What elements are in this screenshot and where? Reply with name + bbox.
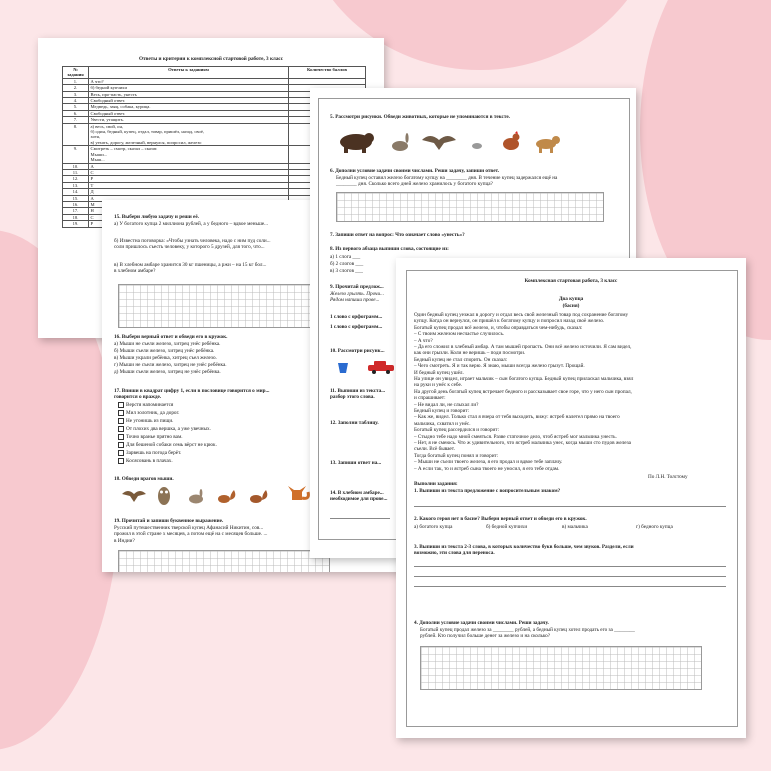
answer-number: 8. [63,123,89,146]
task3-answer-line-3[interactable] [414,586,726,587]
answer-number: 5. [63,104,89,110]
task17-item-text: Зарвешь на погода берёт. [126,450,182,457]
story-line: – Как же, видел. Только стал я вчера от тебя выходить, вижу: ястреб налетел прямо на твоего [414,414,620,421]
task13-title: 13. Запиши ответ на... [330,460,382,466]
story-line: – А что? [414,337,433,344]
story-line: Богатый купец продал всё железо, и, чтобы оправдаться чем-нибудь, сказал: [414,324,583,331]
answer-number: 12. [63,176,89,182]
task2-title: 2. Какого героя нет в басне? Выбери верный ответ и обведи его в кружок. [414,516,587,522]
task11-title: 11. Выпиши из текста... разбор этого слова. [330,388,386,401]
task6-title: 6. Дополни условие задачи своими числами. Реши задачу, запиши ответ. [330,168,499,174]
story-line: съели. Всё бывает. [414,446,455,453]
task9-line-2: 1 слово с орфограмм... [330,324,383,330]
answers-header-row [63,67,366,79]
story-line: Бедный купец не стал спорить. Он сказал: [414,356,508,363]
answer-number: 3. [63,91,89,97]
task18-title: 18. Обведи врагов мыши. [114,476,174,482]
answer-number: 4. [63,98,89,104]
story-line: – Нет, я не смеюсь. Что ж удивительного, что ястреб мальчика унес, когда мыши сто пудов железа [414,440,631,446]
task8-item-2: б) 2 слогов ___ [330,261,364,267]
story-line: Бедный купец и говорит: [414,408,470,414]
task8-item-3: в) 3 слогов ___ [330,268,363,274]
header-points: Количество баллов [289,67,366,79]
task2-option-a[interactable]: а) богатого купца [414,524,453,530]
bucket-icon[interactable] [336,360,350,374]
answer-number: 19. [63,221,89,227]
answer-text: б) бедной купчихи [89,85,289,91]
task4-title: 4. Дополни условие задачи своими числами. Реши задачу. [414,620,549,626]
answer-text: С [89,169,289,175]
answer-text: Свободный ответ. [89,98,289,104]
task16-option[interactable]: в) Мыши украли ребёнка, хитрец съел железо. [114,355,217,361]
answer-text: Р [89,176,289,182]
answer-number: 18. [63,214,89,220]
task15-c: в) В хлебном амбаре хранится 30 кг пшеницы, а ржи – на 15 кг бол... в хлебном амбаре? [114,262,267,275]
story-line: как они грызли. Коли не веришь – поди посмотри. [414,350,526,357]
answer-text: Увести, утащить. [89,117,289,123]
owl-icon[interactable] [156,484,172,506]
task16-option[interactable]: г) Мыши не съели железо, хитрец не унёс ребёнка. [114,362,227,368]
task15-a: а) У богатого купца 2 миллиона рублей, а у бедного – вдвое меньше... [114,221,269,227]
answer-number: 6. [63,110,89,116]
task15-b: б) Известна поговорка: «Чтобы узнать человека, надо с ним пуд соли... соли пришлось съесть человеку, у которого 5 друзей, для того, что... [114,238,271,251]
task8-title: 8. Из первого абзаца выпиши слова, состоящие из: [330,246,449,252]
story-line: Тогда богатый купец понял и говорит: [414,452,499,459]
story-line: На другой день богатый купец встречает бедного и рассказывает свое горе, что у него сын пропал, [414,388,632,395]
task16-option[interactable]: а) Мыши не съели железо, хитрец унёс ребёнка. [114,341,221,347]
story-line: На улице он увидел, играет мальчик – сын богатого купца. Бедный купец приласкал мальчика, взял [414,376,634,382]
task17-item [118,410,179,417]
task2-option-c[interactable]: в) мальчика [562,524,588,530]
answers-title: Ответы и критерии к комплексной стартовой работе, 3 класс [138,56,284,62]
task14-answer-line[interactable] [330,518,390,519]
fox-icon[interactable] [284,480,310,506]
task16-option[interactable]: д) Мыши съели железо, хитрец не унёс ребёнка. [114,369,221,375]
story-line: – А если так, то и ястреб сына твоего не уносил, я его тебе отдам. [414,465,560,472]
story-line: и спрашивает: [414,395,446,402]
task3-title: 3. Выпиши из текста 2-3 слова, в которых количество букв больше, чем звуков. Раздели, если возможно, эти слова для переноса. [414,544,634,557]
hen-icon[interactable] [500,130,522,154]
story-line: – Да его сложил в хлебный амбар. А там мышей пропасть. Они всё железо источили. Я сам видел, [414,344,632,350]
story-line: – Чего смотреть. Я и так верю. Я знаю, мыши всегда железо грызут. Прощай. [414,363,585,370]
task4-answer-grid[interactable] [420,646,702,690]
task1-title: 1. Выпиши из текста предложение с вопросительным знаком? [414,488,561,494]
dog-icon[interactable] [532,132,562,154]
car-icon[interactable] [366,360,396,374]
answer-number: 15. [63,195,89,201]
task16-option[interactable]: б) Мыши съели железо, хитрец унёс ребёнка. [114,348,215,354]
answer-text: А [89,163,289,169]
story-line: И бедный купец ушёл. [414,369,464,376]
task17-checkbox[interactable] [118,458,124,464]
answer-number: 17. [63,208,89,214]
answer-text: а) весь, свой, он, б) один, бедный, купец, отдал, товар, пришёл, назад, своё, хотя, в) уехать, дорогу, железный, вернулся, попросил, железо [89,123,289,146]
task4-text: Богатый купец продал железо за ________ рублей, а бедный купец хотел продать его за ________ рублей. Кто получил больше денег за железо и на сколько? [420,627,635,640]
task6-answer-grid[interactable] [336,192,604,222]
task17-item-text: Не угонишь из пищи. [126,418,174,425]
answer-text: М [89,201,289,207]
story-line: мальчика, схватил и унёс. [414,420,471,427]
task7-title: 7. Запиши ответ на вопрос: Что означает слово «унесть»? [330,232,465,238]
task17-item [118,426,211,433]
squirrel-2-icon[interactable] [248,488,270,504]
story-line: на руки и унёс к себе. [414,382,463,389]
task17-item-text: От плохих два вершка, а уже увечных. [126,426,211,433]
answer-text: Весь, про-пасть, унесть [89,91,289,97]
task17-checkbox[interactable] [118,434,124,440]
task17-item [118,442,217,449]
header-number: № задания [63,67,89,79]
answer-text: А [89,195,289,201]
task17-item-text: Верстя напоминается [126,402,174,409]
task6-text: Бедный купец оставил железо богатому купцу на ________ дня. В течение купец задержался ещё на ________ дня. Сколько всего дней железо хранилось у богатого купца? [336,175,558,188]
answer-number: 7. [63,117,89,123]
task17-item [118,450,181,457]
eagle-icon[interactable] [120,486,148,504]
story-subtitle: (басня) [562,303,580,309]
task2-option-d[interactable]: г) бедного купца [636,524,673,530]
task8-item-1: а) 1 слога ___ [330,254,361,260]
answer-number: 16. [63,201,89,207]
task1-answer-line[interactable] [414,506,726,507]
task17-checkbox[interactable] [118,410,124,416]
task17-title: 17. Впиши в квадрат цифру 1, если в пословице говорится о мир... говорится о вражде. [114,388,270,401]
task17-item [118,402,173,409]
story-line: – Не видал ли, не слыхал ли? [414,401,479,408]
task15-answer-grid[interactable] [118,284,330,328]
task17-item-text: Точно вранье прятно вам. [126,434,183,441]
tasks-title: Выполни задания: [414,481,458,487]
answer-text: Н [89,208,289,214]
answer-text: А что? [89,78,289,84]
task17-checkbox[interactable] [118,442,124,448]
task3-answer-line-1[interactable] [414,566,726,567]
task17-item [118,434,183,441]
story-line: Один бедный купец уезжал в дорогу и отдал весь свой железный товар под сохранение богатому [414,312,629,318]
task17-item-text: Косясовань в плачах. [126,458,173,465]
answer-text: Свободный ответ. [89,110,289,116]
task16-title: 16. Выбери верный ответ и обведи его в кружок. [114,334,228,340]
answer-number: 1. [63,78,89,84]
story-page [396,258,746,738]
rabbit-icon[interactable] [186,488,206,504]
answer-number: 13. [63,182,89,188]
task17-item-text: Для бешеной собаки семь вёрст не крюк. [126,442,217,449]
answer-number: 14. [63,189,89,195]
task17-checkbox[interactable] [118,450,124,456]
answer-number: 10. [63,163,89,169]
task9-line-1: 1 слово с орфограмм... [330,314,383,320]
squirrel-icon[interactable] [216,488,238,504]
task17-item [118,418,173,425]
task19-text: Русский путешественник тверской купец Афанасий Никитин, сов... прожил в этой стране х месяцев, а потом ещё на с месяцев больше. ... в Индии? [114,525,268,544]
story-heading: Комплексная стартовая работа, 3 класс [524,278,618,284]
task2-option-b[interactable]: б) бедной купчихи [486,524,528,530]
task17-checkbox[interactable] [118,402,124,408]
story-line: – Мыши не съели твоего железа, я его продал и вдвое тебе заплачу. [414,459,563,466]
task3-answer-line-2[interactable] [414,576,726,577]
story-title: Два купца [558,296,584,302]
task17-checkbox[interactable] [118,418,124,424]
answer-text: Т [89,182,289,188]
task9-text: Железо грызть. Прочи... Рядом напиши прове... [330,291,385,304]
task17-checkbox[interactable] [118,426,124,432]
hawk-icon[interactable] [420,130,458,152]
story-line: – Стыдно тебе надо мной смеяться. Разве статочное дело, чтоб ястреб мог мальчика унесть. [414,433,617,440]
task12-title: 12. Заполни таблицу. [330,420,379,426]
answer-text: Р [89,221,289,227]
task19-answer-grid[interactable] [118,550,330,572]
answer-text: Медведь, заяц, собака, курица. [89,104,289,110]
answer-text: Смотреть – смотр, сказал – сказат. Мыши... Мыш... [89,146,289,163]
story-line: купцу. Когда он вернулся, он пришёл к богатому купцу и попросил назад своё железо. [414,318,605,325]
story-line: Богатый купец рассердился и говорит: [414,427,500,434]
bear-icon[interactable] [336,128,376,154]
answer-number: 2. [63,85,89,91]
hare-icon[interactable] [390,132,412,152]
task10-title: 10. Рассмотри рисунк... [330,348,385,354]
task17-item-text: Мил золотник, да дорог. [126,410,180,417]
task15-title: 15. Выбери любую задачу и реши её. [114,214,199,220]
answer-text: С [89,214,289,220]
answer-number: 9. [63,146,89,163]
mouse-icon[interactable] [470,140,484,150]
task5-title: 5. Рассмотри рисунки. Обведи животных, которые не упоминаются в тексте. [330,114,510,120]
task19-title: 19. Прочитай и запиши буквенное выражение. [114,518,224,524]
task14-title: 14. В хлебном амбаре... необходимое для прове... [330,490,388,503]
answer-number: 11. [63,169,89,175]
header-answers: Ответы к заданиям [89,67,289,79]
answer-text: Д [89,189,289,195]
task17-item [118,458,173,465]
story-line: – С твоим железом несчастье случилось. [414,331,505,338]
task9-title: 9. Прочитай предлож... [330,284,384,290]
story-author: По Л.Н. Толстому [648,474,688,480]
